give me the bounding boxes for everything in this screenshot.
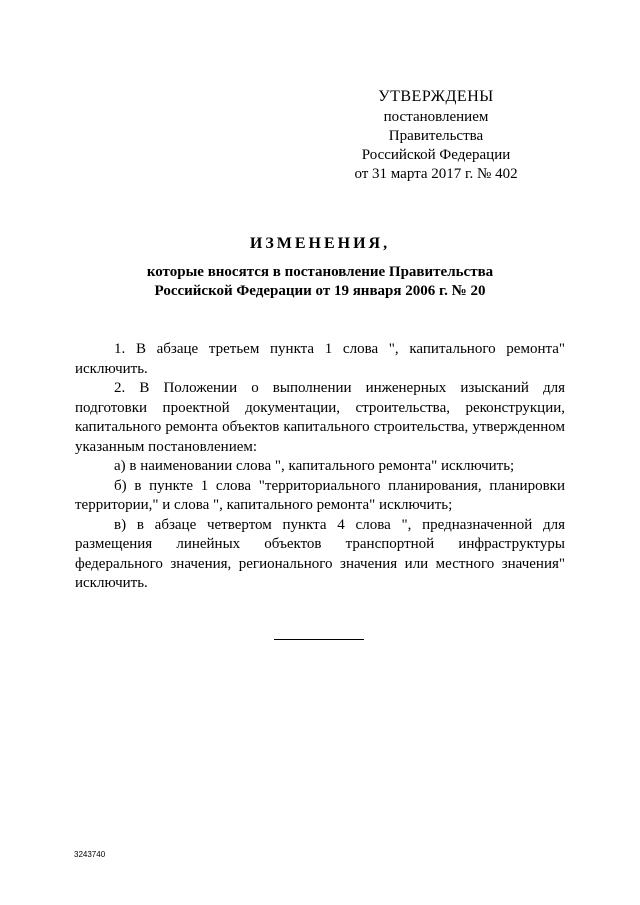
approval-line-1: постановлением Правительства [383, 109, 489, 144]
paragraph-2b: б) в пункте 1 слова "территориального планирования, планировки территории," и слова ", капитального ремонта" исключить; [75, 477, 565, 513]
approval-heading: УТВЕРЖДЕНЫ [378, 88, 494, 105]
approval-line-2: Российской Федерации [361, 147, 511, 163]
document-body [75, 340, 565, 594]
paragraph-2c: в) в абзаце четвертом пункта 4 слова ", предназначенной для размещения линейных объектов транспортной инфраструктуры федерального значения, регионального значения или местного значения" исключить. [75, 516, 565, 591]
paragraph-1: 1. В абзаце третьем пункта 1 слова ", капитального ремонта" исключить. [75, 341, 565, 377]
document-title: ИЗМЕНЕНИЯ, [249, 235, 391, 252]
document-code: 3243740 [74, 850, 106, 859]
subtitle-line-1: которые вносятся в постановление Правительства [146, 264, 494, 280]
document-subtitle [0, 263, 640, 301]
paragraph-2: 2. В Положении о выполнении инженерных изысканий для подготовки проектной документации, строительства, реконструкции, капитального ремонта объектов капитального строительства, утвержденном указанным постановлением: [75, 380, 565, 455]
approval-block [336, 87, 536, 184]
paragraph-2a: а) в наименовании слова ", капитального ремонта" исключить; [114, 458, 515, 474]
subtitle-line-2: Российской Федерации от 19 января 2006 г. № 20 [154, 283, 486, 299]
end-separator-line [274, 639, 364, 640]
approval-line-3: от 31 марта 2017 г. № 402 [354, 166, 518, 182]
